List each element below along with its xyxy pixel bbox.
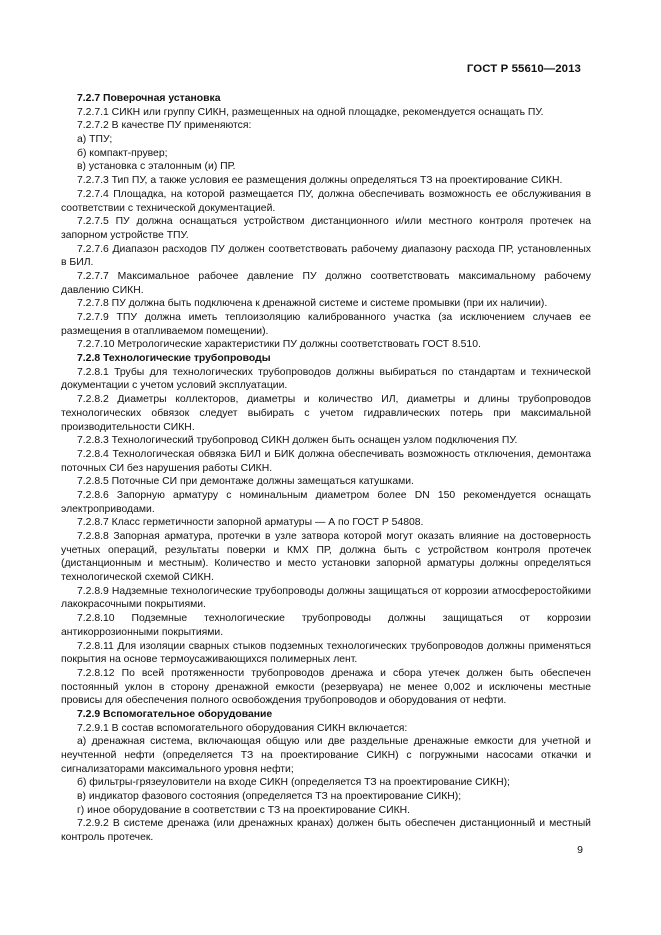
section-heading: 7.2.7 Поверочная установка — [77, 93, 221, 104]
paragraph: 7.2.8.2 Диаметры коллекторов, диаметры и количество ИЛ, диаметры и длины трубопроводов технологических обвязок следует выбирать с учетом гидравлических потерь при максимальной производительности СИКН. — [61, 394, 591, 433]
paragraph: 7.2.8.4 Технологическая обвязка БИЛ и БИК должна обеспечивать возможность отключения, демонтажа поточных СИ без нарушения работы СИКН. — [61, 448, 591, 474]
document-number: ГОСТ Р 55610—2013 — [466, 63, 581, 75]
paragraph: 7.2.8.8 Запорная арматура, протечки в узле затвора которой могут оказать влияние на достоверность учетных операций, результаты поверки и КМХ ПР, должна быть с устройством контроля протечек (дистанционным и местным). Количество и место установки запорной арматуры должны определяться технологической схемой СИКН. — [61, 531, 591, 584]
paragraph: 7.2.7.5 ПУ должна оснащаться устройством дистанционного и/или местного контроля протечек на запорном устройстве ТПУ. — [61, 216, 591, 241]
paragraph: 7.2.7.3 Тип ПУ, а также условия ее размещения должны определяться ТЗ на проектирование СИКН. — [77, 175, 563, 187]
section-heading: 7.2.8 Технологические трубопроводы — [77, 353, 271, 365]
paragraph: 7.2.7.8 ПУ должна быть подключена к дренажной системе и системе промывки (при их наличии). — [77, 298, 548, 310]
paragraph: 7.2.7.7 Максимальное рабочее давление ПУ должно соответствовать максимальному рабочему давлению СИКН. — [61, 270, 591, 296]
paragraph: а) ТПУ; — [77, 134, 113, 146]
paragraph: 7.2.7.4 Площадка, на которой размещается ПУ, должна обеспечивать возможность ее обслуживания в соответствии с технической документацией. — [61, 188, 591, 214]
paragraph: 7.2.7.2 В качестве ПУ применяются: — [77, 120, 252, 132]
paragraph: 7.2.7.10 Метрологические характеристики ПУ должны соответствовать ГОСТ 8.510. — [77, 339, 481, 351]
paragraph: 7.2.8.5 Поточные СИ при демонтаже должны замещаться катушками. — [77, 476, 414, 488]
paragraph: 7.2.8.6 Запорную арматуру с номинальным диаметром более DN 150 рекомендуется оснащать электроприводами. — [61, 489, 591, 515]
paragraph: 7.2.9.2 В системе дренажа (или дренажных кранах) должен быть обеспечен дистанционный и местный контроль протечек. — [61, 818, 591, 844]
paragraph: в) установка с эталонным (и) ПР. — [77, 161, 236, 173]
paragraph: 7.2.8.1 Трубы для технологических трубопроводов должны выбираться по стандартам и технической документации с учетом условий эксплуатации. — [61, 366, 591, 392]
paragraph: 7.2.8.12 По всей протяженности трубопроводов дренажа и сбора утечек должен быть обеспечен постоянный уклон в сторону дренажной емкости (резервуара) не менее 0,002 и исключены местные провисы для обеспечения полного освобождения трубопроводов и оборудования от нефти. — [61, 667, 591, 707]
paragraph: в) индикатор фазового состояния (определяется ТЗ на проектирование СИКН); — [77, 791, 462, 803]
paragraph: 7.2.8.9 Надземные технологические трубопроводы должны защищаться от коррозии атмосферостойкими лакокрасочными покрытиями. — [61, 585, 591, 611]
paragraph: 7.2.9.1 В состав вспомогательного оборудования СИКН включается: — [77, 722, 408, 734]
paragraph: а) дренажная система, включающая общую или две раздельные дренажные емкости для учетной и неучтенной нефти (определяется ТЗ на проектирование СИКН) с погружными насосами откачки и сигнализаторами максимального уровня нефти; — [61, 736, 591, 775]
paragraph: 7.2.8.3 Технологический трубопровод СИКН должен быть оснащен узлом подключения ПУ. — [77, 435, 518, 447]
section-heading: 7.2.9 Вспомогательное оборудование — [77, 708, 273, 720]
paragraph: 7.2.8.10 Подземные технологические трубопроводы должны защищаться от коррозии антикоррозионными покрытиями. — [61, 613, 591, 638]
paragraph: б) компакт-прувер; — [77, 147, 168, 159]
paragraph: г) иное оборудование в соответствии с ТЗ на проектирование СИКН. — [77, 804, 411, 816]
document-body — [61, 92, 591, 845]
paragraph: 7.2.7.9 ТПУ должна иметь теплоизоляцию калиброванного участка (за исключением случаев ее размещения в отапливаемом помещении). — [61, 312, 591, 337]
paragraph: 7.2.7.1 СИКН или группу СИКН, размещенных на одной площадке, рекомендуется оснащать ПУ. — [77, 106, 544, 118]
paragraph: б) фильтры-грязеуловители на входе СИКН (определяется ТЗ на проектирование СИКН); — [77, 777, 510, 789]
paragraph: 7.2.8.11 Для изоляции сварных стыков подземных технологических трубопроводов должны применяться покрытия на основе термоусаживающихся полимерных лент. — [61, 640, 591, 666]
paragraph: 7.2.8.7 Класс герметичности запорной арматуры — А по ГОСТ Р 54808. — [77, 517, 424, 529]
paragraph: 7.2.7.6 Диапазон расходов ПУ должен соответствовать рабочему диапазону расхода ПР, установленных в БИЛ. — [61, 243, 591, 269]
page-number: 9 — [577, 844, 583, 856]
